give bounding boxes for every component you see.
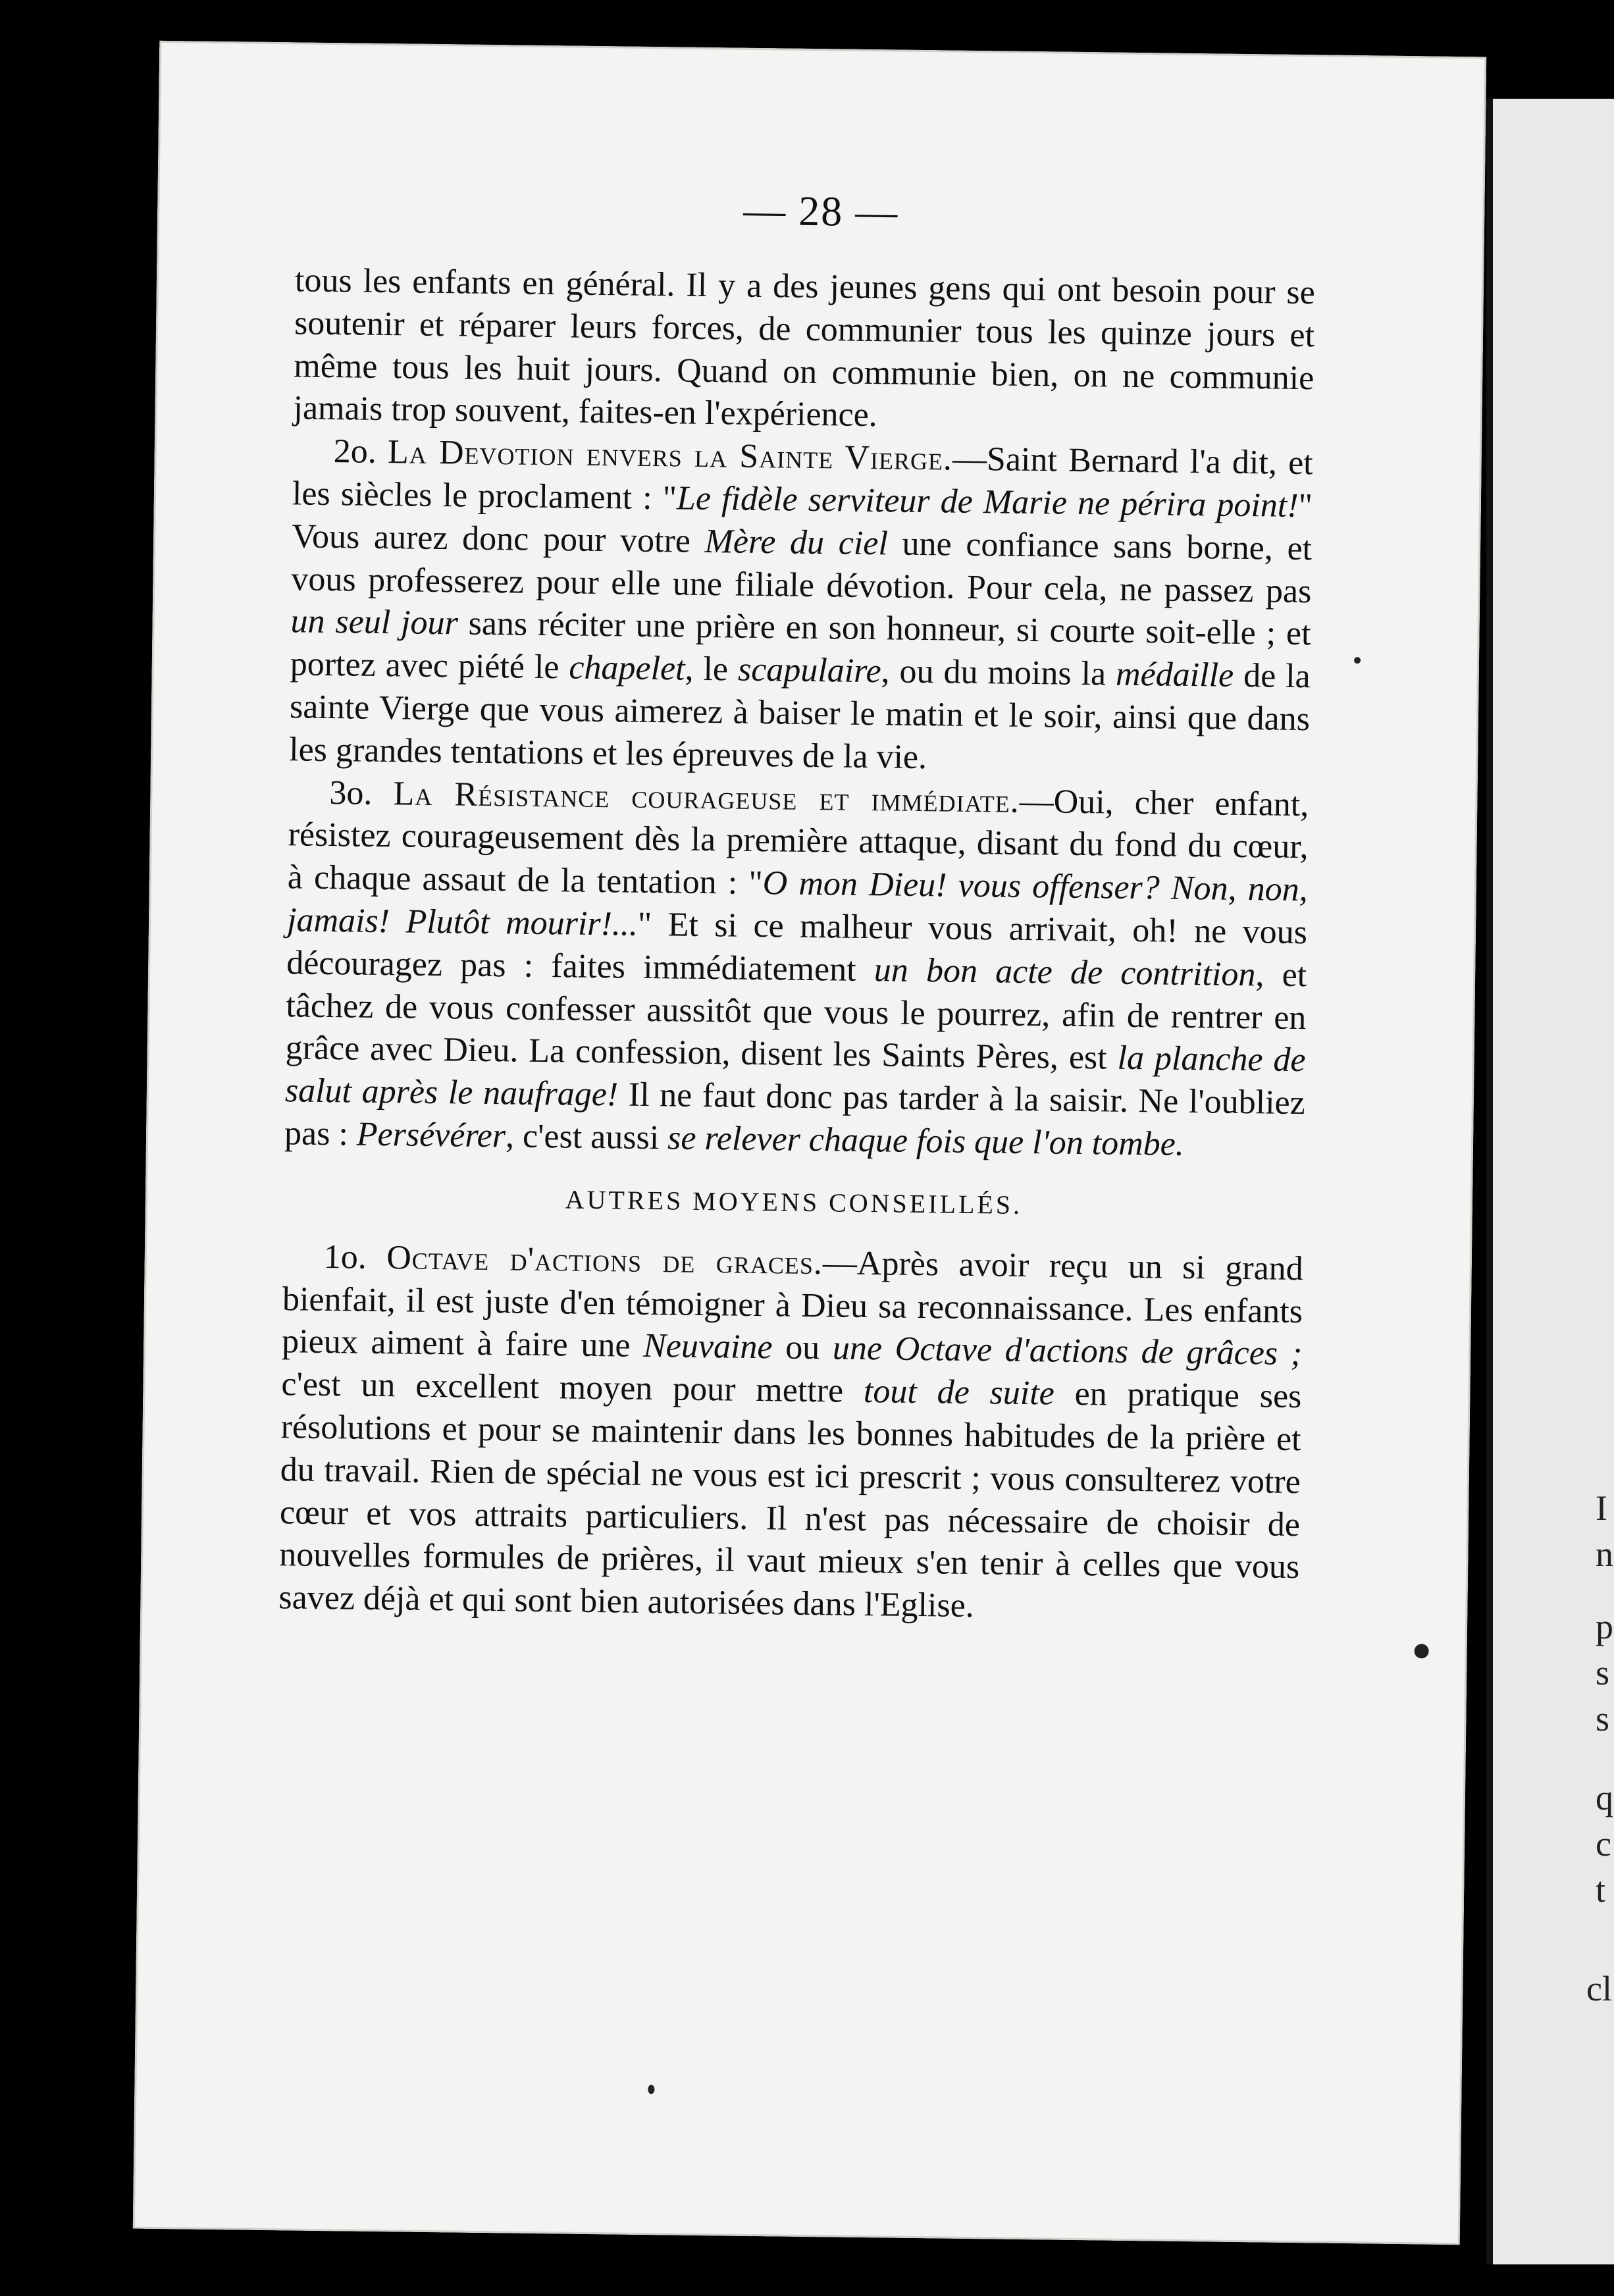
text-run: ou bbox=[772, 1328, 833, 1367]
adjacent-page-fragment: I bbox=[1596, 1488, 1607, 1528]
section-heading: AUTRES MOYENS CONSEILLÉS. bbox=[565, 1184, 1023, 1220]
paragraph-communion: tous les enfants en général. Il y a des jeunes gens qui ont besoin pour se soutenir et réparer leurs forces, de communier tous les quinze jours et même tous les huit jours. Quand on communie bien, on ne communie jamais trop souvent, faites-en l'expérience. bbox=[293, 261, 1316, 434]
italic-run: scapulaire bbox=[737, 650, 881, 691]
italic-run: tout de suite bbox=[863, 1372, 1055, 1413]
text-run: Il ne faut donc pas tarder à la saisir. Ne l'oubliez pas : bbox=[284, 1076, 1306, 1153]
italic-run: la planche de salut après le naufrage! bbox=[284, 1039, 1306, 1114]
italic-run: Neuvaine bbox=[642, 1327, 773, 1367]
adjacent-page-fragment: n bbox=[1596, 1534, 1613, 1574]
page-text bbox=[278, 259, 1315, 1632]
text-run: " Vous aurez donc pour votre bbox=[291, 486, 1313, 560]
text-run: , et tâchez de vous confesser aussitôt que vous le pourrez, afin de rentrer en grâce avec Dieu. La confession, disent les Saints Pères, est bbox=[285, 956, 1307, 1078]
italic-run: une Octave d'actions de grâces ; bbox=[832, 1329, 1303, 1373]
adjacent-page-fragment: s bbox=[1596, 1699, 1610, 1738]
text-run: , c'est aussi bbox=[505, 1117, 668, 1157]
book-page bbox=[133, 41, 1486, 2245]
italic-run: chapelet bbox=[569, 648, 685, 688]
italic-run: un bon acte de contrition bbox=[873, 951, 1256, 994]
adjacent-page-edge bbox=[1486, 99, 1614, 2264]
text-run: sans réciter une prière en son honneur, si courte soit-elle ; et portez avec piété le bbox=[290, 604, 1311, 687]
paragraph-resistance bbox=[284, 771, 1309, 1168]
text-run: —Après avoir reçu un si grand bienfait, il est juste d'en témoigner à Dieu sa reconnaissance. Les enfants pieux aiment à faire une bbox=[281, 1243, 1304, 1365]
page-number: — 28 — bbox=[742, 186, 899, 236]
adjacent-page-fragment: q bbox=[1596, 1778, 1613, 1817]
adjacent-page-fragment: t bbox=[1596, 1870, 1606, 1910]
item-title: La Devotion envers la Sainte Vierge. bbox=[387, 433, 953, 478]
italic-run: médaille bbox=[1115, 655, 1234, 694]
item-title: Octave d'actions de graces. bbox=[386, 1238, 823, 1282]
adjacent-page-fragment: c bbox=[1596, 1824, 1611, 1864]
paragraph-octave bbox=[278, 1236, 1303, 1632]
paragraph-devotion-vierge bbox=[289, 430, 1313, 784]
item-number: 2o. bbox=[333, 432, 377, 471]
text-run: c'est un excellent moyen pour mettre bbox=[281, 1365, 864, 1411]
text-run: une confiance sans borne, et vous professerez pour elle une filiale dévotion. Pour cela, ne passez pas bbox=[291, 525, 1313, 610]
adjacent-page-fragment: p bbox=[1596, 1607, 1613, 1646]
ink-speck bbox=[648, 2085, 654, 2094]
text-run: , ou du moins la bbox=[881, 652, 1116, 693]
italic-run: Mère du ciel bbox=[704, 522, 889, 563]
italic-quote: Le fidèle serviteur de Marie ne périra point! bbox=[676, 479, 1299, 525]
adjacent-page-fragment: s bbox=[1596, 1653, 1610, 1692]
item-title: La Résistance courageuse et immédiate. bbox=[393, 774, 1020, 820]
text-run: en pratique ses résolutions et pour se maintenir dans les bonnes habitudes de la prière et du travail. Rien de spécial ne vous est ici prescrit ; vous consulterez votre cœur et vos attraits particuliers. Il n'est pas nécessaire de choisir de nouvelles formules de prières, il vaut mieux s'en tenir à celles que vous savez déjà et qui sont bien autorisées dans l'Eglise. bbox=[278, 1374, 1302, 1625]
italic-run: Persévérer bbox=[356, 1115, 506, 1155]
italic-run: un seul jour bbox=[290, 602, 459, 642]
italic-run: se relever chaque fois que l'on tombe. bbox=[667, 1119, 1185, 1163]
italic-quote: O mon Dieu! vous offenser? Non, non, jamais! Plutôt mourir!... bbox=[286, 864, 1309, 943]
item-number: 1o. bbox=[323, 1238, 367, 1276]
text-run: , le bbox=[685, 650, 739, 689]
text-run: —Oui, cher enfant, résistez courageusement dès la première attaque, disant du fond du cœur, à chaque assaut de la tentation : " bbox=[287, 782, 1309, 902]
text-run: —Saint Bernard l'a dit, et les siècles le proclament : " bbox=[292, 440, 1314, 517]
ink-speck bbox=[1414, 1644, 1428, 1658]
ink-speck bbox=[1354, 657, 1361, 664]
text-run: de la sainte Vierge que vous aimerez à baiser le matin et le soir, ainsi que dans les grandes tentations et les épreuves de la vie. bbox=[288, 656, 1311, 776]
adjacent-page-fragment: cl bbox=[1586, 1969, 1612, 2008]
item-number: 3o. bbox=[329, 773, 373, 812]
text-run: " Et si ce malheur vous arrivait, oh! ne vous découragez pas : faites immédiatement bbox=[286, 905, 1308, 989]
